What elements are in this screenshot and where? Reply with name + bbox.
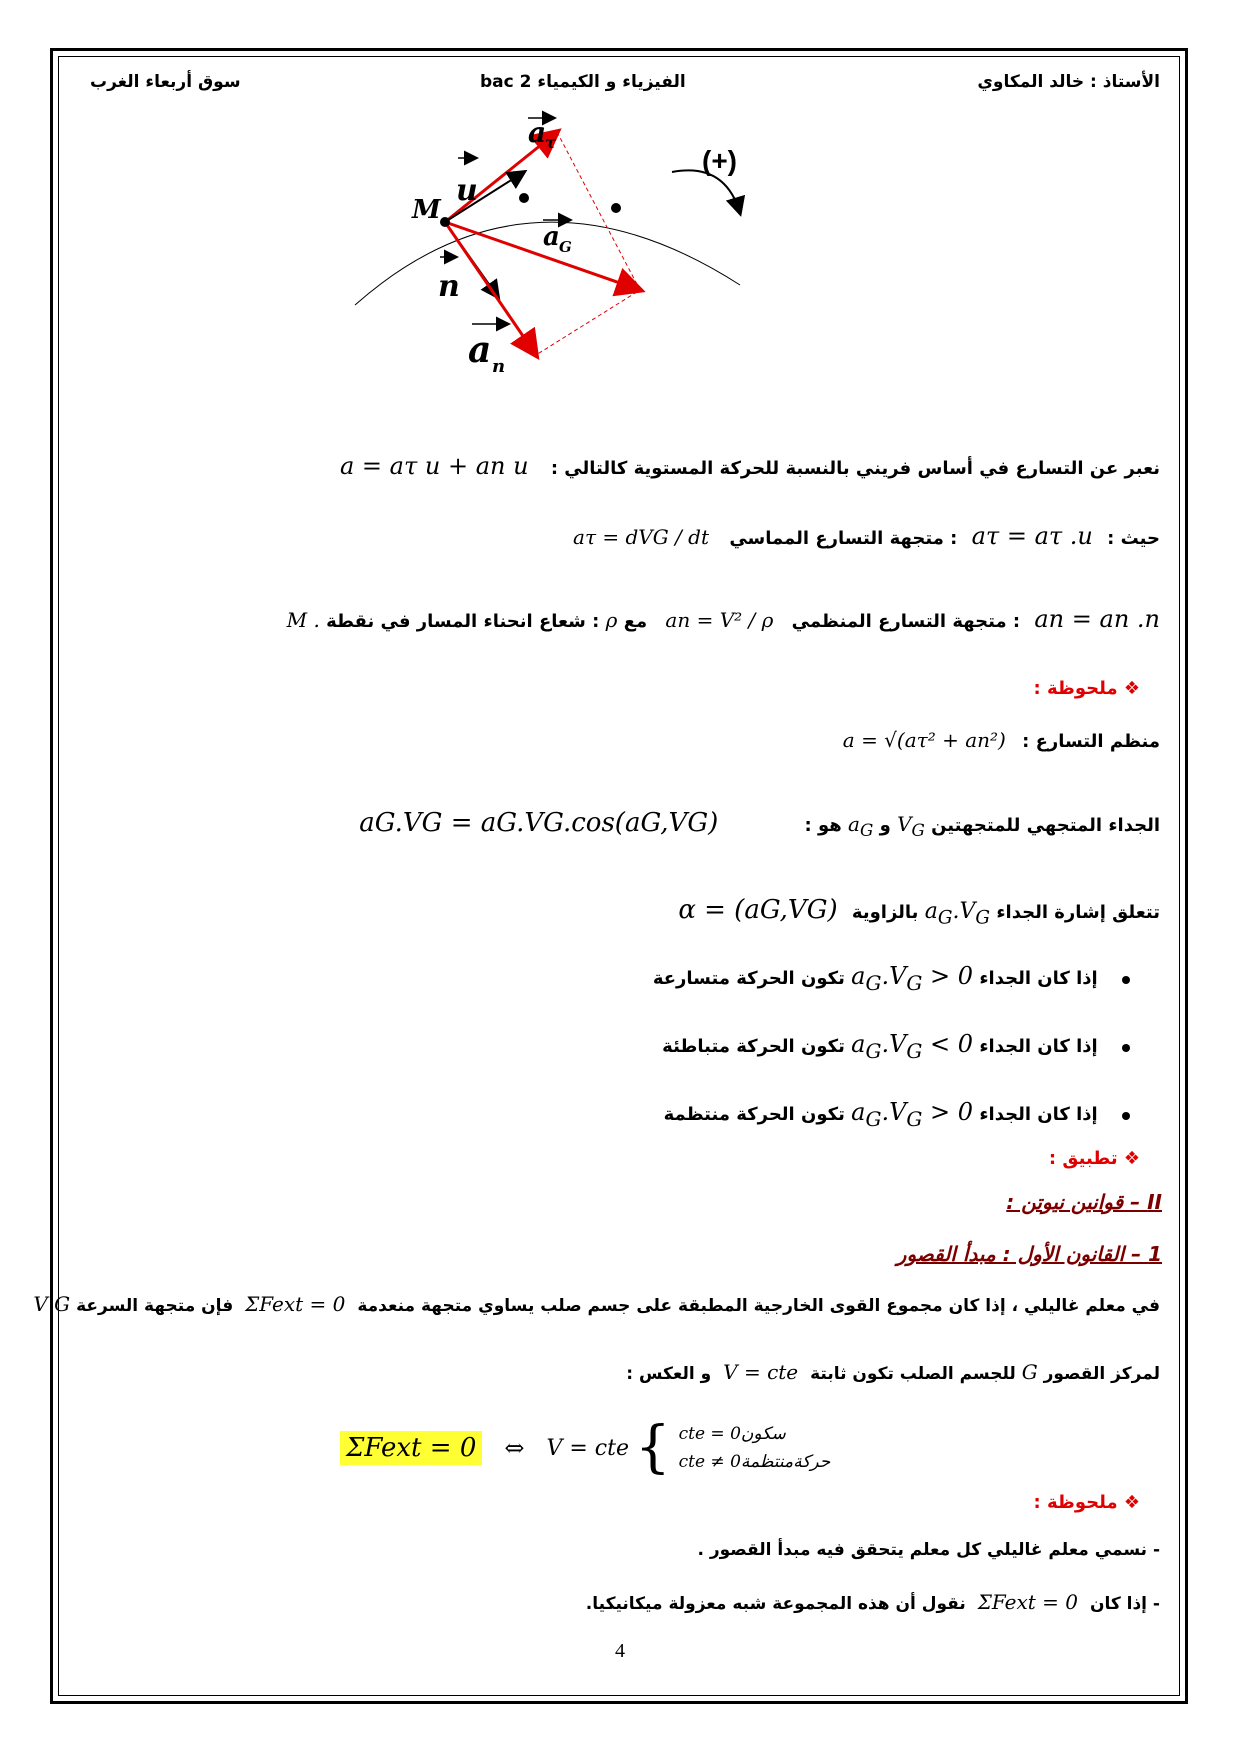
svg-text:n: n — [492, 356, 506, 377]
case-accelerated: إذا كان الجداء $a_G.V_G > 0$ تكون الحركة متسارعة — [653, 962, 1130, 995]
bullet-icon — [1122, 1044, 1130, 1052]
bullet-icon — [1122, 1112, 1130, 1120]
frenet-figure — [340, 100, 820, 430]
label-u — [456, 158, 478, 208]
intro-text: نعبر عن التسارع في أساس فريني بالنسبة للحركة المستوية كالتالي : — [550, 458, 1160, 479]
equivalence-right: V = cte — [546, 1435, 629, 1461]
dot-product-is: هو : — [804, 815, 842, 836]
header-school: سوق أربعاء الغرب — [90, 72, 241, 92]
sign-angle-label: بالزاوية — [851, 902, 919, 923]
law1-title: 1 – القانون الأول : مبدأ القصور — [896, 1242, 1162, 1266]
dot-product-formula: aG.VG = aG.VG.cos(aG,VG) — [359, 808, 719, 838]
note2-title: ❖ ملحوظة : — [1033, 1492, 1140, 1513]
normal-rho-desc: : شعاع انحناء المسار في نقطة — [326, 611, 600, 632]
label-n — [438, 257, 460, 304]
brace-icon: { — [634, 1415, 671, 1480]
equivalence-arrow: ⇔ — [504, 1434, 525, 1462]
note2-line1: - نسمي معلم غاليلي كل معلم يتحقق فيه مبدأ القصور . — [697, 1540, 1160, 1560]
positive-direction-arrow — [672, 170, 740, 213]
case-uniform: إذا كان الجداء $a_G.V_G > 0$ تكون الحركة منتظمة — [664, 1098, 1130, 1131]
normal-line — [287, 605, 1160, 633]
magnitude-formula: a = √(aτ² + an²) — [842, 728, 1006, 752]
svg-text:a: a — [528, 116, 547, 149]
point-2 — [519, 193, 529, 203]
svg-text:a: a — [468, 329, 492, 371]
normal-point: M . — [286, 608, 320, 632]
dot-product-line: الجداء المتجهي للمتجهتين $V_G$ و $a_G$ هو : aG.VG = aG.VG.cos(aG,VG) — [359, 808, 1160, 840]
label-a-tau — [528, 116, 556, 152]
application-bullet-icon: ❖ — [1117, 1148, 1140, 1169]
note2-line2: - إذا كان ΣFext = 0 نقول أن هذه المجموعة شبه معزولة ميكانيكيا. — [585, 1590, 1160, 1614]
dot-product-and: و — [879, 815, 891, 836]
label-M: M — [412, 195, 441, 225]
svg-text:n: n — [438, 269, 460, 304]
law1-paragraph-2: لمركز القصور G للجسم الصلب تكون ثابتة V = cte و العكس : — [626, 1360, 1160, 1384]
magnitude-label: منظم التسارع : — [1022, 731, 1160, 752]
law1-paragraph-1: في معلم غاليلي ، إذا كان مجموع القوى الخارجية المطبقة على جسم صلب يساوي متجهة منعدمة ΣFext = 0 فإن متجهة السرعة V G — [33, 1292, 1160, 1316]
svg-text:u: u — [456, 173, 478, 208]
normal-label: : متجهة التسارع المنظمي — [791, 611, 1021, 632]
label-a-G — [543, 220, 572, 256]
tangential-label: : متجهة التسارع المماسي — [729, 528, 958, 549]
tangential-prefix: حيث : — [1107, 528, 1160, 549]
page-number: 4 — [615, 1640, 625, 1662]
normal-vec-formula: an = an .n — [1034, 605, 1160, 633]
tangential-line — [573, 522, 1160, 550]
sign-line: تتعلق إشارة الجداء $a_G.V_G$ بالزاوية α = (aG,VG) — [678, 895, 1160, 929]
point-3 — [611, 203, 621, 213]
magnitude-line — [843, 728, 1160, 752]
application-title: ❖ تطبيق : — [1048, 1148, 1140, 1169]
label-a-n — [468, 324, 508, 377]
normal-rho: ρ — [605, 608, 618, 632]
sign-label: تتعلق إشارة الجداء — [996, 902, 1160, 923]
note2-bullet-icon: ❖ — [1117, 1492, 1140, 1513]
note1-title: ❖ ملحوظة : — [1033, 678, 1140, 699]
section2-title: II – قوانين نيوتن : — [1006, 1190, 1162, 1214]
normal-scalar: an = V² / ρ — [665, 608, 774, 632]
normal-with: مع — [623, 611, 648, 632]
sign-formula: α = (aG,VG) — [678, 895, 838, 925]
svg-text:G: G — [559, 238, 572, 256]
svg-text:τ: τ — [545, 133, 556, 152]
bullet-icon — [1122, 976, 1130, 984]
direction-label: (+) — [702, 145, 737, 176]
case-decelerated: إذا كان الجداء $a_G.V_G < 0$ تكون الحركة متباطئة — [662, 1030, 1130, 1063]
equivalence-cases: cte = 0سكون cte ≠ 0حركةمنتظمة — [678, 1424, 831, 1472]
intro-formula: a = aτ u + an u — [339, 452, 529, 480]
tangential-vec-formula: aτ = aτ .u — [971, 522, 1093, 550]
point-M — [440, 217, 450, 227]
equivalence-left: ΣFext = 0 — [340, 1431, 482, 1465]
intro-line — [340, 452, 1160, 480]
tangential-scalar: aτ = dVG / dt — [573, 525, 710, 549]
dot-product-label: الجداء المتجهي للمتجهتين — [931, 815, 1160, 836]
equivalence-block — [340, 1415, 831, 1480]
header-teacher: الأستاذ : خالد المكاوي — [977, 72, 1160, 92]
header-subject: الفيزياء و الكيمياء 2 bac — [480, 72, 686, 92]
svg-text:a: a — [543, 222, 560, 252]
note1-bullet-icon: ❖ — [1117, 678, 1140, 699]
